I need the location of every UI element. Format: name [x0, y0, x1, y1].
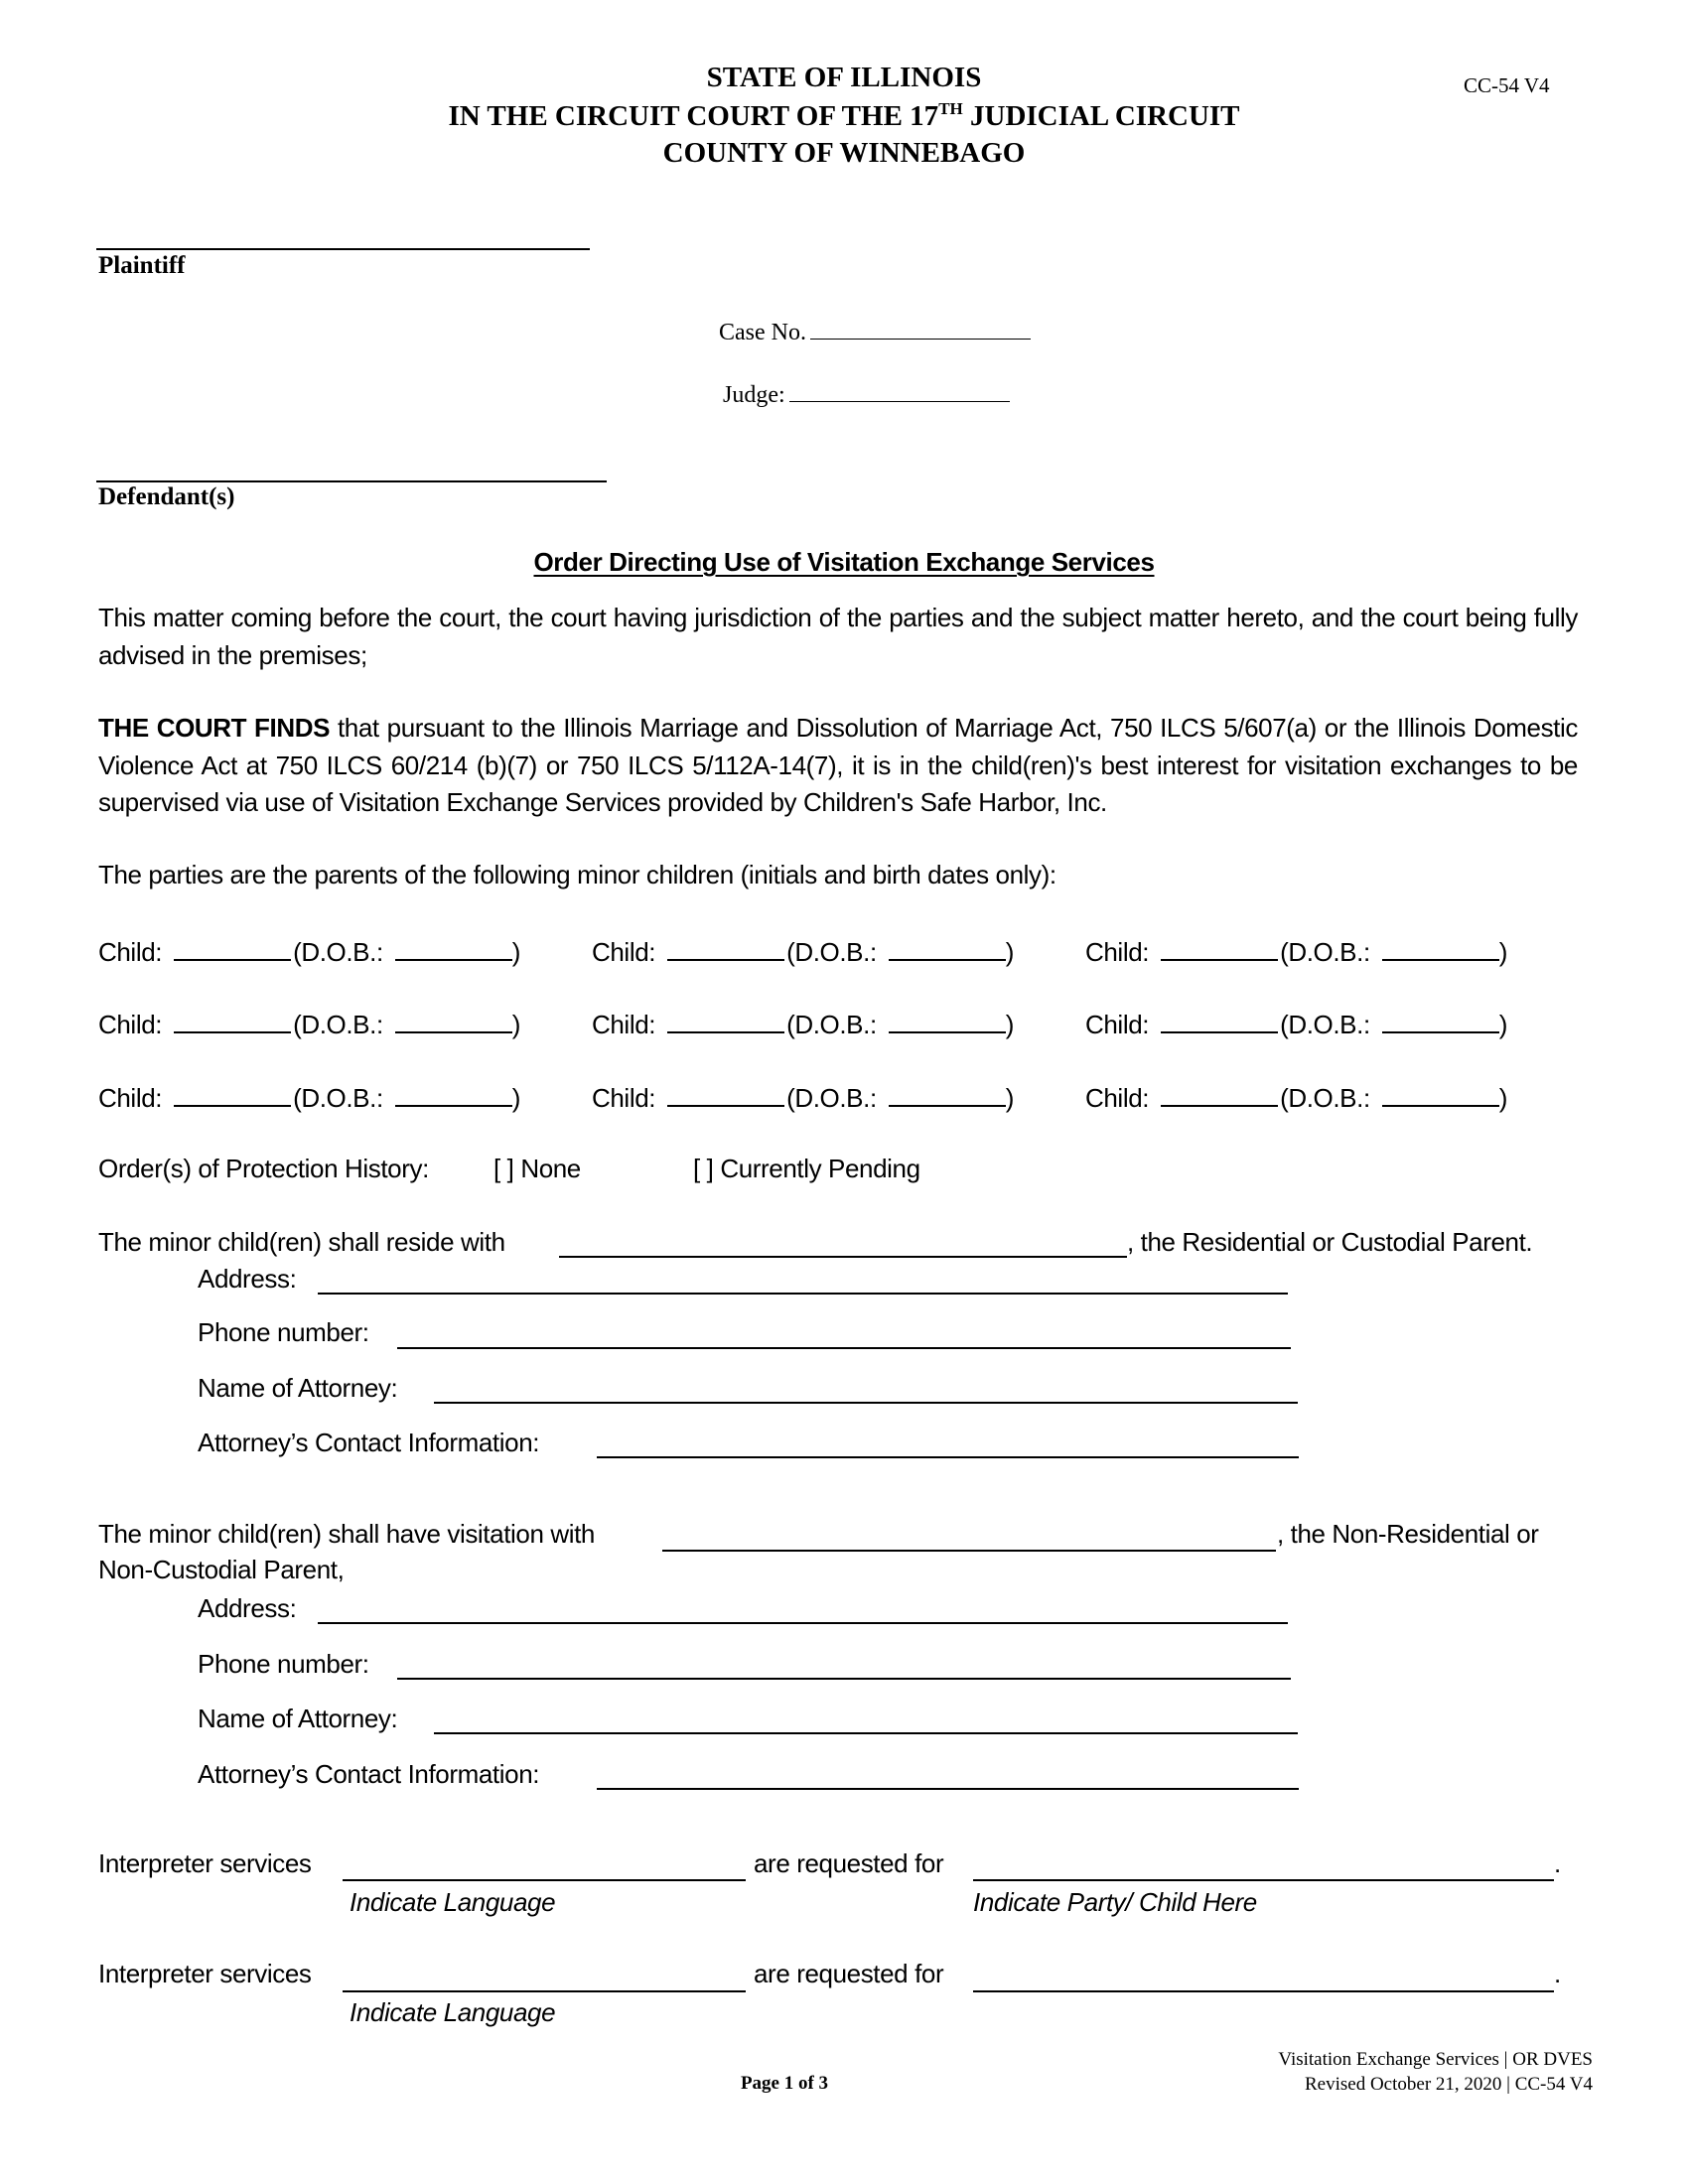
child-dob-field[interactable]	[1382, 1006, 1499, 1033]
interpreter-1-label: Interpreter services	[98, 1848, 312, 1878]
checkbox-none-label: None	[520, 1154, 581, 1183]
residential-attorney-contact-field[interactable]	[597, 1456, 1299, 1458]
defendant-name-field[interactable]	[96, 480, 607, 482]
child-initials-field[interactable]	[174, 933, 291, 961]
footer-revision-line: Revised October 21, 2020 | CC-54 V4	[1304, 2074, 1593, 2095]
jurisdiction-paragraph: This matter coming before the court, the court having jurisdiction of the parties and the subject matter hereto, and the court being fully advised in the premises;	[98, 603, 1578, 670]
visitation-address-field[interactable]	[318, 1622, 1288, 1624]
circuit-heading-text-tail: JUDICIAL CIRCUIT	[962, 100, 1240, 132]
child-entry	[1085, 933, 1507, 968]
child-label: Child:	[1085, 1010, 1150, 1039]
dob-close-paren: )	[1498, 937, 1508, 967]
child-initials-field[interactable]	[174, 1006, 291, 1033]
interpreter-2-party-field[interactable]	[973, 1990, 1554, 1992]
child-initials-field[interactable]	[174, 1079, 291, 1107]
child-dob-field[interactable]	[1382, 933, 1499, 961]
dob-close-paren: )	[1498, 1083, 1508, 1113]
visitation-attorney-contact-field[interactable]	[597, 1788, 1299, 1790]
dob-label: (D.O.B.:	[293, 937, 383, 967]
checkbox-pending-label: Currently Pending	[720, 1154, 920, 1183]
residential-address-field[interactable]	[318, 1293, 1288, 1295]
dob-label: (D.O.B.:	[293, 1083, 383, 1113]
order-title: Order Directing Use of Visitation Exchange Services	[533, 547, 1155, 577]
defendant-label: Defendant(s)	[98, 483, 235, 510]
interpreter-1-requested-label: are requested for	[754, 1848, 944, 1878]
court-findings-text: that pursuant to the Illinois Marriage and Dissolution of Marriage Act, 750 ILCS 5/607(a) or the Illinois Domestic Violence Act at 750 ILCS 60/214 (b)(7) or 750 ILCS 5/112A-14(7), it is in the child(ren)'s best interest for visitation exchanges to be supervised via use of Visitation Exchange Services provided by Children's Safe Harbor, Inc.	[98, 713, 1578, 817]
child-label: Child:	[592, 937, 656, 967]
residential-phone-label: Phone number:	[198, 1317, 369, 1347]
circuit-heading-text: IN THE CIRCUIT COURT OF THE 17	[448, 100, 939, 132]
checkbox-pending[interactable]: [ ]	[693, 1154, 714, 1183]
child-label: Child:	[592, 1083, 656, 1113]
residential-attorney-label: Name of Attorney:	[198, 1373, 398, 1403]
court-findings-paragraph	[98, 710, 1578, 822]
visitation-parent-tail-2: Non-Custodial Parent,	[98, 1555, 345, 1584]
protection-pending-option[interactable]	[693, 1154, 920, 1184]
visitation-phone-field[interactable]	[397, 1678, 1291, 1680]
dob-label: (D.O.B.:	[786, 937, 877, 967]
court-circuit-heading	[0, 99, 1688, 133]
child-label: Child:	[592, 1010, 656, 1039]
child-dob-field[interactable]	[889, 1006, 1006, 1033]
child-initials-field[interactable]	[1161, 1006, 1278, 1033]
child-initials-field[interactable]	[667, 1079, 784, 1107]
interpreter-2-label: Interpreter services	[98, 1959, 312, 1988]
case-number-label: Case No.	[719, 320, 806, 345]
footer-service-line: Visitation Exchange Services | OR DVES	[1278, 2049, 1593, 2070]
child-entry	[98, 1006, 520, 1040]
visitation-attorney-field[interactable]	[434, 1732, 1298, 1734]
dob-close-paren: )	[1005, 1083, 1015, 1113]
child-dob-field[interactable]	[395, 1006, 512, 1033]
footer-form-info	[1278, 2047, 1593, 2097]
child-dob-field[interactable]	[889, 933, 1006, 961]
interpreter-1-party-field[interactable]	[973, 1879, 1554, 1881]
case-number-row	[719, 315, 1035, 346]
dob-close-paren: )	[1005, 937, 1015, 967]
residential-attorney-contact-label: Attorney’s Contact Information:	[198, 1428, 540, 1457]
child-dob-field[interactable]	[1382, 1079, 1499, 1107]
interpreter-1-language-field[interactable]	[343, 1879, 746, 1881]
visitation-parent-tail: , the Non-Residential or	[1277, 1519, 1539, 1549]
residential-parent-label: The minor child(ren) shall reside with	[98, 1227, 505, 1257]
plaintiff-name-field[interactable]	[96, 248, 590, 250]
children-intro: The parties are the parents of the following minor children (initials and birth dates only):	[98, 860, 1056, 889]
dob-close-paren: )	[1005, 1010, 1015, 1039]
visitation-parent-field[interactable]	[662, 1550, 1276, 1552]
child-entry	[592, 933, 1014, 968]
residential-parent-tail: , the Residential or Custodial Parent.	[1127, 1227, 1533, 1257]
page-number: Page 1 of 3	[740, 2073, 829, 2094]
child-label: Child:	[98, 937, 163, 967]
interpreter-1-language-hint: Indicate Language	[350, 1887, 556, 1917]
judge-row	[723, 377, 1014, 409]
child-entry	[1085, 1006, 1507, 1040]
dob-close-paren: )	[511, 1010, 521, 1039]
court-findings-lead: THE COURT FINDS	[98, 713, 331, 743]
child-dob-field[interactable]	[395, 1079, 512, 1107]
dob-close-paren: )	[511, 1083, 521, 1113]
court-state-heading: STATE OF ILLINOIS	[706, 62, 982, 93]
dob-label: (D.O.B.:	[1280, 937, 1370, 967]
dob-close-paren: )	[511, 937, 521, 967]
circuit-ordinal-superscript: TH	[938, 99, 963, 118]
child-initials-field[interactable]	[1161, 933, 1278, 961]
child-label: Child:	[1085, 1083, 1150, 1113]
dob-label: (D.O.B.:	[786, 1083, 877, 1113]
visitation-attorney-contact-label: Attorney’s Contact Information:	[198, 1759, 540, 1789]
dob-label: (D.O.B.:	[786, 1010, 877, 1039]
visitation-phone-label: Phone number:	[198, 1649, 369, 1679]
checkbox-none[interactable]: [ ]	[493, 1154, 514, 1183]
child-entry	[592, 1006, 1014, 1040]
child-dob-field[interactable]	[395, 933, 512, 961]
interpreter-2-language-hint: Indicate Language	[350, 1997, 556, 2027]
residential-parent-field[interactable]	[559, 1256, 1127, 1258]
form-number: CC-54 V4	[1464, 73, 1550, 97]
judge-field[interactable]	[789, 377, 1010, 402]
interpreter-1-party-hint: Indicate Party/ Child Here	[973, 1887, 1257, 1917]
child-initials-field[interactable]	[1161, 1079, 1278, 1107]
protection-history-label: Order(s) of Protection History:	[98, 1154, 429, 1183]
dob-label: (D.O.B.:	[1280, 1010, 1370, 1039]
child-entry	[98, 1079, 520, 1114]
residential-attorney-field[interactable]	[434, 1402, 1298, 1404]
child-label: Child:	[98, 1010, 163, 1039]
visitation-parent-label: The minor child(ren) shall have visitation with	[98, 1519, 595, 1549]
residential-address-label: Address:	[198, 1264, 297, 1294]
plaintiff-label: Plaintiff	[98, 252, 186, 279]
dob-label: (D.O.B.:	[1280, 1083, 1370, 1113]
child-dob-field[interactable]	[889, 1079, 1006, 1107]
court-county-heading: COUNTY OF WINNEBAGO	[662, 137, 1026, 169]
child-initials-field[interactable]	[667, 1006, 784, 1033]
interpreter-2-language-field[interactable]	[343, 1990, 746, 1992]
child-entry	[1085, 1079, 1507, 1114]
dob-close-paren: )	[1498, 1010, 1508, 1039]
visitation-attorney-label: Name of Attorney:	[198, 1704, 398, 1733]
interpreter-1-period: .	[1554, 1848, 1561, 1878]
residential-phone-field[interactable]	[397, 1347, 1291, 1349]
child-label: Child:	[98, 1083, 163, 1113]
interpreter-2-requested-label: are requested for	[754, 1959, 944, 1988]
case-number-field[interactable]	[810, 315, 1031, 340]
protection-none-option[interactable]	[493, 1154, 581, 1184]
child-label: Child:	[1085, 937, 1150, 967]
child-entry	[592, 1079, 1014, 1114]
interpreter-2-period: .	[1554, 1959, 1561, 1988]
child-initials-field[interactable]	[667, 933, 784, 961]
visitation-address-label: Address:	[198, 1593, 297, 1623]
dob-label: (D.O.B.:	[293, 1010, 383, 1039]
judge-label: Judge:	[723, 382, 785, 408]
child-entry	[98, 933, 520, 968]
